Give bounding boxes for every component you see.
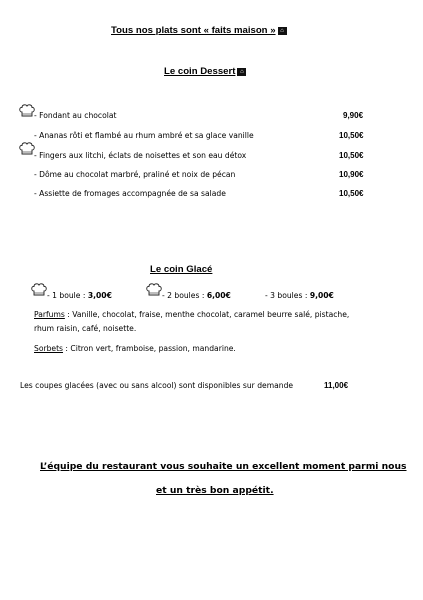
chef-hat-icon — [19, 104, 35, 118]
page-title: Tous nos plats sont « faits maison » ⌂ — [111, 25, 287, 36]
parfums-text: Parfums : Vanille, chocolat, fraise, menthe chocolat, caramel beurre salé, pistache, — [34, 310, 350, 319]
dessert-item-price: 10,50€ — [339, 131, 364, 140]
coupes-price: 11,00€ — [324, 381, 349, 390]
dessert-item-label: - Dôme au chocolat marbré, praliné et noix de pécan — [34, 170, 236, 179]
dessert-item-price: 10,50€ — [339, 151, 364, 160]
chef-hat-icon — [19, 142, 35, 156]
scoop-price: 9,00€ — [309, 291, 334, 300]
scoop-option: - 2 boules : 6,00€ — [162, 291, 231, 300]
dessert-item-label: - Fondant au chocolat — [34, 111, 117, 120]
sorbets-text: Sorbets : Citron vert, framboise, passion, mandarine. — [34, 344, 236, 353]
house-icon: ⌂ — [278, 27, 287, 35]
dessert-item-label: - Fingers aux litchi, éclats de noisettes et son eau détox — [34, 151, 247, 160]
parfums-text-continued: rhum raisin, café, noisette. — [34, 324, 137, 333]
dessert-section-title: Le coin Dessert ⌂ — [164, 66, 246, 77]
dessert-item-price: 10,90€ — [339, 170, 364, 179]
chef-hat-icon — [146, 283, 162, 297]
scoop-option: - 1 boule : 3,00€ — [47, 291, 112, 300]
scoop-option: - 3 boules : 9,00€ — [265, 291, 334, 300]
dessert-item-price: 10,50€ — [339, 189, 364, 198]
dessert-item-label: - Assiette de fromages accompagnée de sa salade — [34, 189, 226, 198]
house-icon: ⌂ — [237, 68, 246, 76]
closing-line-2: et un très bon appétit. — [156, 485, 274, 496]
chef-hat-icon — [31, 283, 47, 297]
scoop-price: 3,00€ — [87, 291, 112, 300]
scoop-price: 6,00€ — [206, 291, 231, 300]
closing-line-1: L’équipe du restaurant vous souhaite un excellent moment parmi nous — [40, 461, 407, 472]
coupes-text: Les coupes glacées (avec ou sans alcool) sont disponibles sur demande — [20, 381, 294, 390]
glace-section-title: Le coin Glacé — [150, 264, 213, 275]
dessert-item-label: - Ananas rôti et flambé au rhum ambré et sa glace vanille — [34, 131, 254, 140]
dessert-item-price: 9,90€ — [343, 111, 364, 120]
